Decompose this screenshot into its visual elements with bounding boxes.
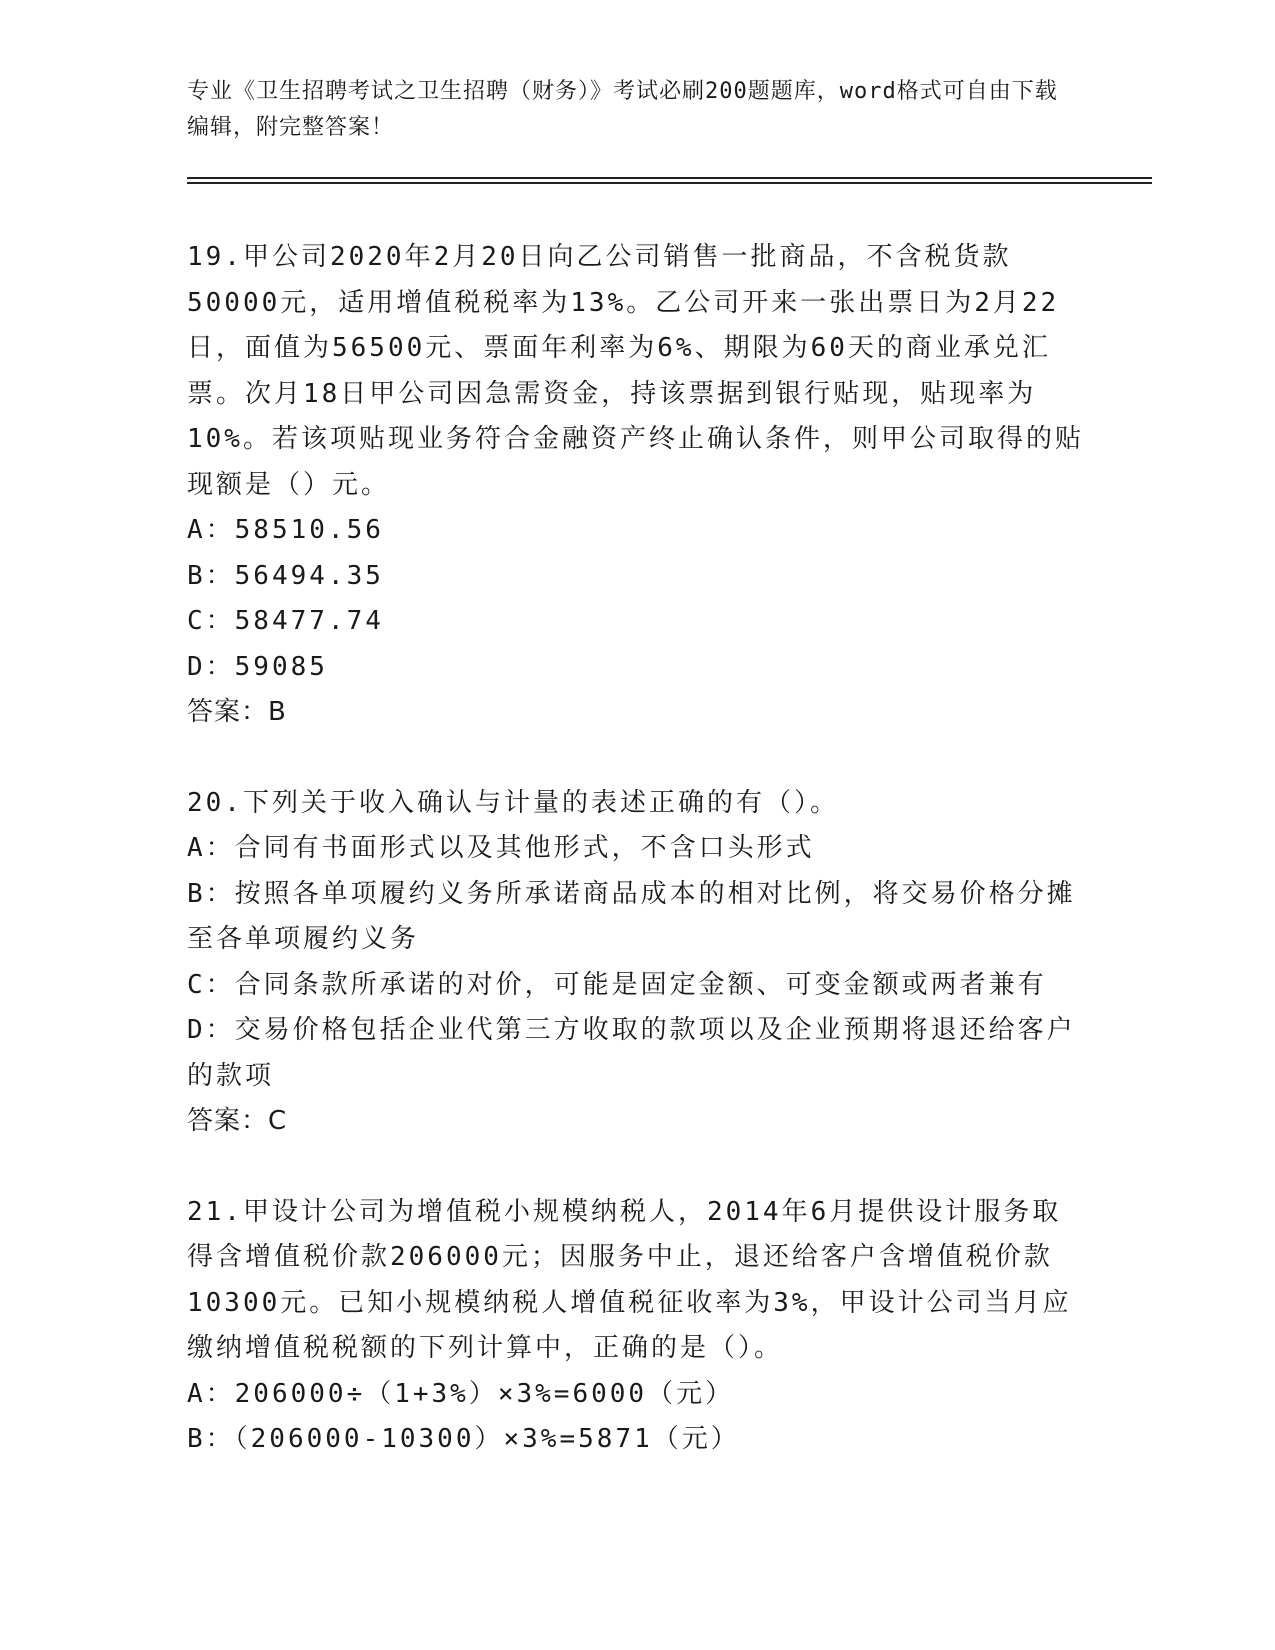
option-d: D：59085 — [187, 651, 328, 682]
question-19 — [187, 235, 1087, 736]
option-b: B：56494.35 — [187, 560, 384, 591]
option-a: A：206000÷（1+3%）×3%=6000（元） — [187, 1378, 735, 1409]
header-divider-bottom — [187, 182, 1152, 184]
question-20 — [187, 781, 1087, 1145]
question-stem: 20.下列关于收入确认与计量的表述正确的有（）。 — [187, 787, 839, 818]
header-divider-top — [187, 177, 1152, 179]
option-b: B：（206000-10300）×3%=5871（元） — [187, 1424, 740, 1454]
question-stem: 21.甲设计公司为增值税小规模纳税人，2014年6月提供设计服务取得含增值税价款206000元；因服务中止，退还给客户含增值税价款10300元。已知小规模纳税人增值税征收率为3%，甲设计公司当月应缴纳增值税税额的下列计算中，正确的是（）。 — [187, 1196, 1072, 1363]
document-header: 专业《卫生招聘考试之卫生招聘（财务）》考试必刷200题题库，word格式可自由下载编辑，附完整答案！ — [187, 79, 1058, 140]
option-d: D：交易价格包括企业代第三方收取的款项以及企业预期将退还给客户的款项 — [187, 1015, 1076, 1091]
option-a: A：58510.56 — [187, 515, 384, 545]
option-a: A：合同有书面形式以及其他形式，不含口头形式 — [187, 833, 815, 863]
option-c: C：58477.74 — [187, 606, 384, 636]
question-list — [187, 235, 1087, 1508]
question-stem: 19.甲公司2020年2月20日向乙公司销售一批商品，不含税货款50000元，适用增值税税率为13%。乙公司开来一张出票日为2月22日，面值为56500元、票面年利率为6%、期限为60天的商业承兑汇票。次月18日甲公司因急需资金，持该票据到银行贴现，贴现率为10%。若该项贴现业务符合金融资产终止确认条件，则甲公司取得的贴现额是（）元。 — [187, 242, 1084, 500]
option-b: B：按照各单项履约义务所承诺商品成本的相对比例，将交易价格分摊至各单项履约义务 — [187, 878, 1076, 954]
option-c: C：合同条款所承诺的对价，可能是固定金额、可变金额或两者兼有 — [187, 969, 1047, 1000]
question-21 — [187, 1190, 1087, 1463]
answer: 答案：C — [187, 1106, 288, 1136]
answer: 答案：B — [187, 697, 287, 727]
